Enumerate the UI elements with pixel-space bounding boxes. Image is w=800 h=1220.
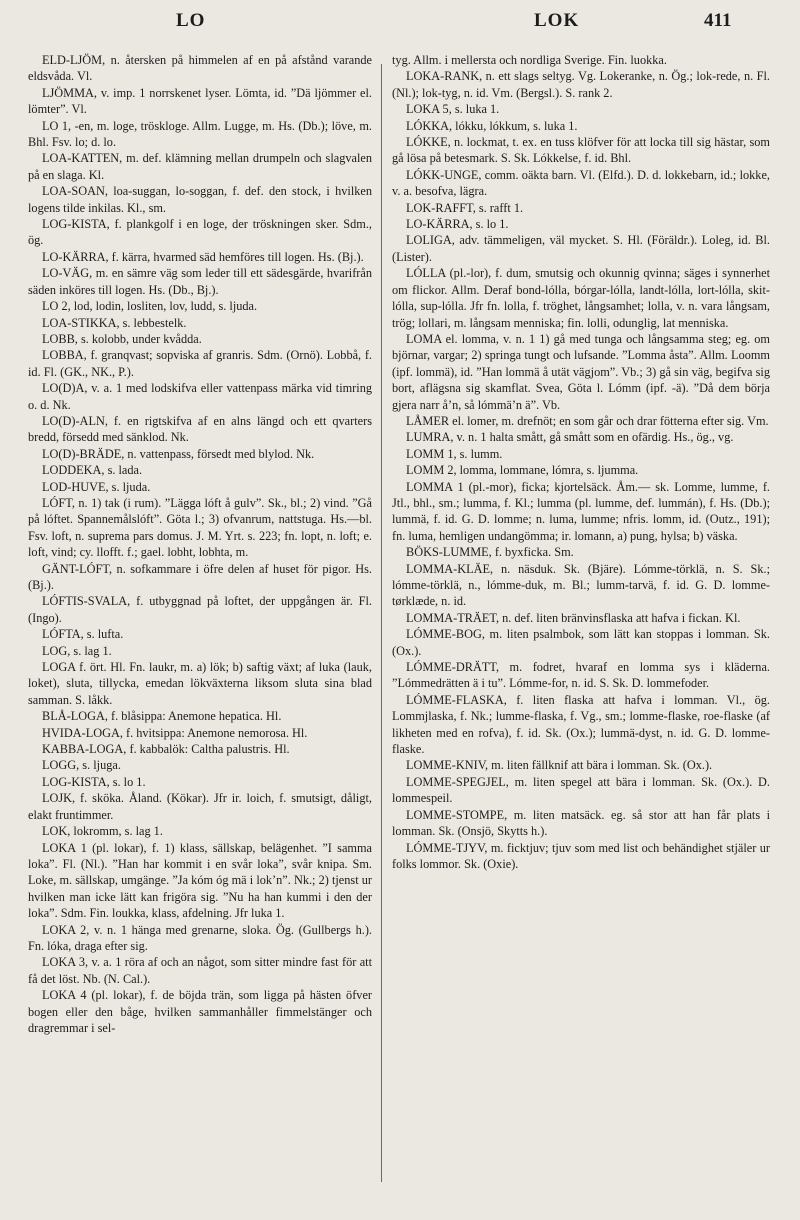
dictionary-entry: LÓLLA (pl.-lor), f. dum, smutsig och okunnig qvinna; säges i synnerhet om flickor. Allm. Deraf bond-lólla, bórgar-lólla, landt-lólla, lort-lólla, skit-lólla, sup-lólla. Jfr fn. lolla, f. tröghet, långsamhet; lolla, v. n. vara långsam, trög; lollari, m. långsam menniska; fin. lolli, odunglig, lat menniska. [392, 266, 770, 330]
right-column [392, 52, 770, 872]
dictionary-entry: LOBB, s. kolobb, under kvådda. [42, 331, 202, 346]
dictionary-entry: LOKA 4 (pl. lokar), f. de böjda trän, som ligga på hästen öfver bogen eller den båge, hvilken sammanhåller fimmelstänger och dragremmar i sel- [28, 988, 372, 1035]
dictionary-entry: LÓFT, n. 1) tak (i rum). ”Lägga lóft å gulv”. Sk., bl.; 2) vind. ”Gå på lóftet. Spannemålslóft”. Göta l.; 3) ofvanrum, nattstuga. Hs.—bl. Fsv. loft, n. suprema pars domus. J. M. Yrt. s. 223; fn. lopt, n. loft; e. loft, vind; cy. llofft. f.; gael. lobht, lobhta, m. [28, 495, 372, 560]
dictionary-entry: LO 1, -en, m. loge, tröskloge. Allm. Lugge, m. Hs. (Db.); löve, m. Bhl. Fsv. lo; d. lo. [28, 118, 372, 150]
dictionary-entry: LOMMA-TRÄET, n. def. liten bränvinsflaska att hafva i fickan. Kl. [406, 610, 741, 625]
dictionary-entry: LOKA 2, v. n. 1 hänga med grenarne, sloka. Ög. (Gullbergs h.). Fn. lóka, draga efter sig. [28, 922, 372, 953]
left-column [28, 52, 372, 1036]
dictionary-entry: LOJK, f. sköka. Åland. (Kökar). Jfr ir. loich, f. smutsigt, dåligt, elakt fruntimmer. [28, 791, 372, 822]
dictionary-entry: LOGA f. ört. Hl. Fn. laukr, m. a) lök; b) saftig växt; af luka (lauk, loket), sluta, tillycka, emedan lökväxterna liksom sluta sina blad samman. S. låkk. [28, 660, 372, 707]
dictionary-entry: LÅMER el. lomer, m. drefnöt; en som går och drar fötterna efter sig. Vm. [406, 413, 769, 428]
dictionary-entry: LO 2, lod, lodin, losliten, lov, ludd, s. ljuda. [42, 299, 258, 314]
dictionary-entry: LOBBA, f. granqvast; sopviska af granris. Sdm. (Ornö). Lobbå, f. id. Fl. (GK., NK., P.). [28, 348, 372, 379]
dictionary-entry: LOA-SOAN, loa-suggan, lo-soggan, f. def. den stock, i hvilken logens tilde inkilas. Kl., sm. [28, 184, 372, 215]
dictionary-entry: LOK, lokromm, s. lag 1. [42, 824, 163, 839]
dictionary-entry: GÄNT-LÓFT, n. sofkammare i öfre delen af huset för pigor. Hs. (Bj.). [28, 561, 372, 592]
dictionary-entry: LO(D)A, v. a. 1 med lodskifva eller vattenpass märka vid timring o. d. Nk. [28, 381, 372, 412]
dictionary-entry: LÓFTA, s. lufta. [42, 627, 124, 642]
dictionary-entry: LOA-STIKKA, s. lebbestelk. [42, 315, 187, 330]
dictionary-entry: LOK-RAFFT, s. rafft 1. [406, 200, 524, 215]
left-guide-word: LO [176, 10, 206, 31]
page-header [0, 10, 800, 42]
dictionary-entry: LOGG, s. ljuga. [42, 758, 121, 773]
dictionary-entry: tyg. Allm. i mellersta och nordliga Sverige. Fin. luokka. [392, 53, 667, 67]
dictionary-entry: LO-KÄRRA, s. lo 1. [406, 217, 509, 232]
dictionary-entry: LOMA el. lomma, v. n. 1 1) gå med tunga och långsamma steg; eg. om björnar, vargar; 2) springa tungt och lufsande. ”Lomma åsta”. Allm. Loomm (ipf. lommä), id. ”Han lommä å utät vägjom”. Vb.; 3) gå sin väg, begifva sig bort, aflägsna sig skamflat. Svea, Göta l. Lómm (ipf. -ä). ”Då dem börja gjera narr å’n, så lómmä’n ä”. Vb. [392, 331, 770, 412]
page-number: 411 [704, 10, 732, 31]
column-divider [381, 64, 382, 1182]
dictionary-entry: BÖKS-LUMME, f. byxficka. Sm. [406, 545, 574, 560]
dictionary-entry: LOKA 5, s. luka 1. [406, 102, 500, 117]
dictionary-entry: LOKA-RANK, n. ett slags seltyg. Vg. Lokeranke, n. Ög.; lok-rede, n. Fl. (Nl.); lok-tyg, n. id. Vm. (Bergsl.). S. rank 2. [392, 69, 770, 100]
dictionary-entry: LO(D)-BRÄDE, n. vattenpass, försedt med blylod. Nk. [42, 446, 315, 461]
dictionary-entry: LOMM 2, lomma, lommane, lómra, s. ljumma. [406, 463, 639, 478]
dictionary-entry: LOG-KISTA, f. plankgolf i en loge, der tröskningen sker. Sdm., ög. [28, 217, 372, 248]
dictionary-entry: LOLIGA, adv. tämmeligen, väl mycket. S. Hl. (Föräldr.). Loleg, id. Bl. (Lister). [392, 233, 770, 264]
dictionary-entry: LÓMME-FLASKA, f. liten flaska att hafva i lomman. Vl., ög. Lommjlaska, f. Nk.; lumme-flaska, f. Vg., sm.; lomme-flaske, roe-flaske (af likheten med en rofva), f. id. Sk. (Ox.); lummä-dyst, n. id. G. D. lomme-flaske. [392, 692, 770, 757]
dictionary-entry: LOG-KISTA, s. lo 1. [42, 774, 146, 789]
dictionary-entry: ELD-LJÖM, n. återsken på himmelen af en på afstånd varande eldsvåda. Vl. [28, 53, 372, 84]
dictionary-entry: LÓMME-BOG, m. liten psalmbok, som lätt kan stoppas i lomman. Sk. (Ox.). [392, 627, 770, 658]
dictionary-entry: LOMMA-KLÄE, n. näsduk. Sk. (Bjäre). Lómme-törklä, n. S. Sk.; lómme-törklä, n., lómme-duk, m. Bl.; lumm-tarvä, f. id. G. D. lomme-tørklæde, n. id. [392, 561, 770, 609]
dictionary-entry: LO(D)-ALN, f. en rigtskifva af en alns längd och ett qvarters bredd, försedd med sänklod. Nk. [28, 413, 372, 445]
dictionary-entry: LOG, s. lag 1. [42, 643, 112, 658]
right-guide-word: LOK [534, 10, 580, 31]
dictionary-entry: KABBA-LOGA, f. kabbalök: Caltha palustris. Hl. [42, 742, 290, 757]
dictionary-entry: LOMME-STOMPE, m. liten matsäck. eg. så stor att han får plats i lomman. Sk. (Onsjö, Skytts h.). [392, 807, 770, 839]
dictionary-entry: LOMM 1, s. lumm. [406, 446, 503, 461]
dictionary-entry: LÓKKA, lókku, lókkum, s. luka 1. [406, 118, 578, 133]
dictionary-entry: LOKA 1 (pl. lokar), f. 1) klass, sällskap, belägenhet. ”I samma loka”. Fl. (Nl.). ”Han har kommit i en svår loka”, svår knipa. Sm. Loke, m. sällskap, umgänge. ”Ja kóm óg mä i lok’n”. Nk.; 2) tjenst ur hvilken man icke lätt kan frigöra sig. ”Nu ha han kummi i den der loka”. Sdm. Fin. loukka, klass, afdelning. Jfr luka 1. [28, 840, 372, 921]
dictionary-entry: LOD-HUVE, s. ljuda. [42, 479, 151, 494]
dictionary-entry: LÓFTIS-SVALA, f. utbyggnad på loftet, der uppgången är. Fl. (Ingo). [28, 594, 372, 625]
dictionary-entry: LOMME-SPEGJEL, m. liten spegel att bära i lomman. Sk. (Ox.). D. lommespeil. [392, 774, 770, 806]
dictionary-entry: HVIDA-LOGA, f. hvitsippa: Anemone nemorosa. Hl. [42, 725, 308, 740]
dictionary-entry: LÓKKE, n. lockmat, t. ex. en tuss klöfver för att locka till sig hästar, som gå lösa på betesmark. S. Sk. Lókkelse, f. id. Bhl. [392, 135, 770, 166]
dictionary-entry: LOMMA 1 (pl.-mor), ficka; kjortelsäck. Åm.— sk. Lomme, lumme, f. Jtl., bhl., sm.; lumma, f. Kl.; lumma (pl. lumme, def. lummán), f. Hs. (Db.); lummä, f. id. G. D. lomme; n. luma, lumme; nfris. lomm, id. (Outz., 191); fn. luma, hemligen undangömma; ir. lomann, a) pung, hylsa; b) väska. [392, 479, 770, 543]
dictionary-entry: LO-VÄG, m. en sämre väg som leder till ett sädesgärde, hvarifrån säden inköres till logen. Hs. (Db., Bj.). [28, 266, 372, 297]
dictionary-entry: LO-KÄRRA, f. kärra, hvarmed säd hemföres till logen. Hs. (Bj.). [42, 249, 364, 264]
dictionary-entry: LOKA 3, v. a. 1 röra af och an något, som sitter mindre fast för att få det löst. Nb. (N. Cal.). [28, 955, 372, 986]
dictionary-entry: LODDEKA, s. lada. [42, 463, 143, 478]
dictionary-entry: BLÅ-LOGA, f. blåsippa: Anemone hepatica. Hl. [42, 709, 282, 724]
dictionary-entry: LJÖMMA, v. imp. 1 norrskenet lyser. Lömta, id. ”Dä ljömmer el. lömter”. Vl. [28, 85, 372, 117]
dictionary-entry: LOMME-KNIV, m. liten fällknif att bära i lomman. Sk. (Ox.). [406, 758, 713, 773]
dictionary-entry: LÓMME-TJYV, m. ficktjuv; tjuv som med list och behändighet stjäler ur folks lommor. Sk. (Oxie). [392, 840, 770, 871]
dictionary-entry: LUMRA, v. n. 1 halta smått, gå smått som en ofärdig. Hs., ög., vg. [406, 430, 734, 445]
dictionary-entry: LÓMME-DRÄTT, m. fodret, hvaraf en lomma sys i kläderna. ”Lómmedrätten ä i tu”. Lómme-for, n. id. S. Sk. D. lommefoder. [392, 660, 770, 691]
dictionary-entry: LOA-KATTEN, m. def. klämning mellan drumpeln och slagvalen på en slaga. Kl. [28, 151, 372, 182]
dictionary-entry: LÓKK-UNGE, comm. oäkta barn. Vl. (Elfd.). D. d. lokkebarn, id.; lokke, v. a. besofva, lägra. [392, 167, 770, 199]
